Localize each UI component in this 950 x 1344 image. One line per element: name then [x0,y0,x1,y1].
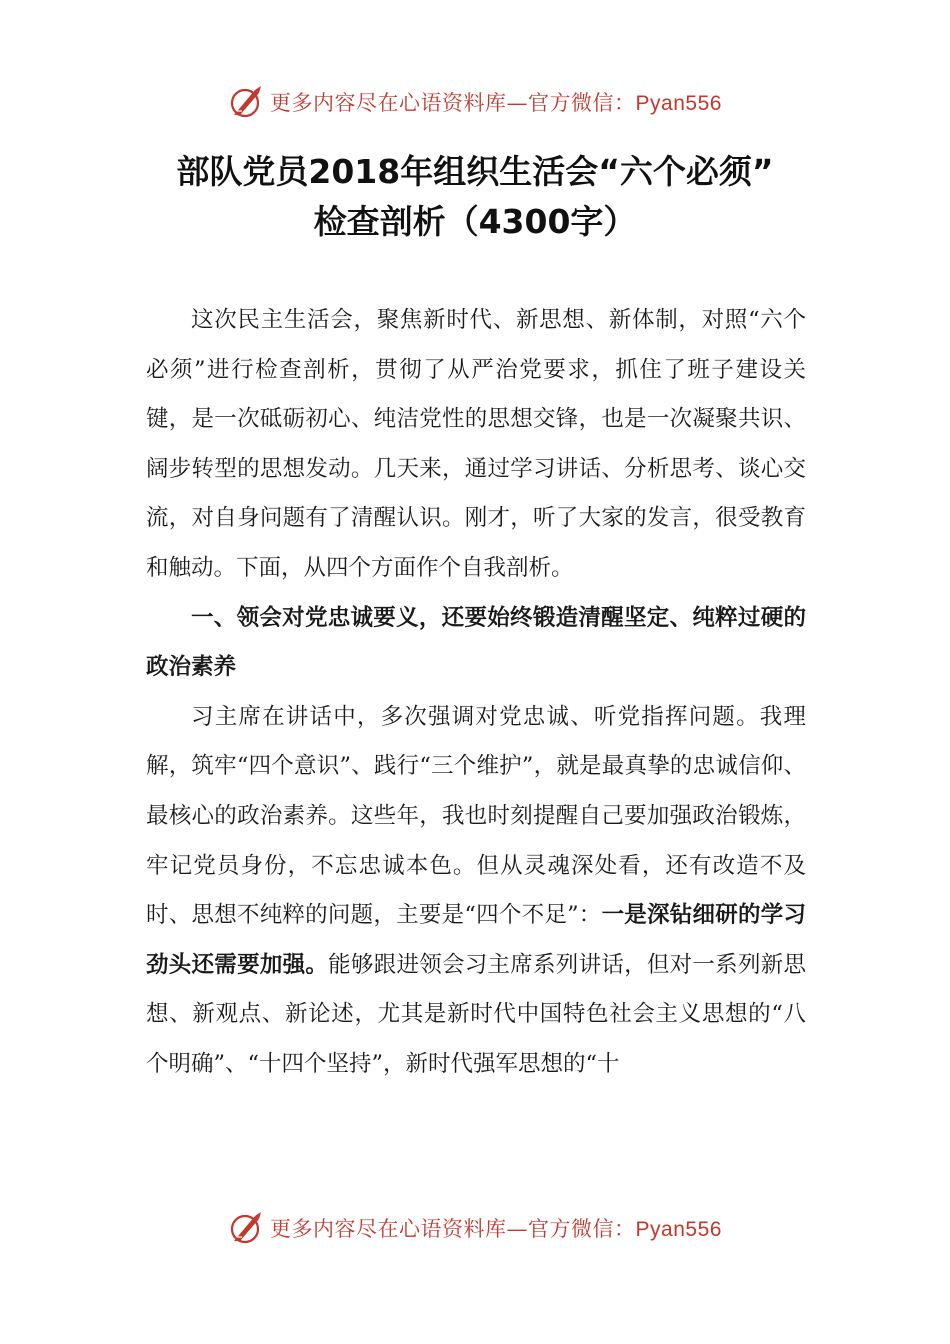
body-paragraph-2 [146,693,806,1090]
document-body [146,296,806,1090]
footer-banner [0,1208,950,1248]
page-title-line-1: 部队党员2018年组织生活会“六个必须” [176,152,774,191]
paragraph-2-bold-point: 一是深钻细研的学习劲头还需要加强。 [146,902,806,978]
footer-banner-wechat-id: Pyan556 [635,1218,722,1241]
section-heading-1: 一、领会对党忠诚要义，还要始终锻造清醒坚定、纯粹过硬的政治素养 [146,604,806,681]
quill-pen-logo-icon [228,1210,264,1246]
body-paragraph-intro: 这次民主生活会，聚焦新时代、新思想、新体制，对照“六个必须”进行检查剖析，贯彻了从严治党要求，抓住了班子建设关键，是一次砥砺初心、纯洁党性的思想交锋，也是一次凝聚共识、阔步转型的思想发动。几天来，通过学习讲话、分析思考、谈心交流，对自身问题有了清醒认识。刚才，听了大家的发言，很受教育和触动。下面，从四个方面作个自我剖析。 [146,307,806,581]
header-banner-wechat-id: Pyan556 [635,92,722,115]
header-banner-cn: 更多内容尽在心语资料库—官方微信： [270,91,636,115]
paragraph-2-text-rest: 能够跟进领会习主席系列讲话，但对一系列新思想、新观点、新论述，尤其是新时代中国特色社会主义思想的“八个明确”、“十四个坚持”，新时代强军思想的“十 [146,951,806,1077]
header-banner [0,82,950,122]
header-banner-text [270,87,722,117]
footer-banner-cn: 更多内容尽在心语资料库—官方微信： [270,1217,636,1241]
footer-banner-text [270,1213,722,1243]
page-title-line-2: 检查剖析（4300字） [313,202,637,241]
quill-pen-logo-icon [228,84,264,120]
paragraph-2-text-start: 习主席在讲话中，多次强调对党忠诚、听党指挥问题。我理解，筑牢“四个意识”、践行“三个维护”，就是最真挚的忠诚信仰、最核心的政治素养。这些年，我也时刻提醒自己要加强政治锻炼，牢记党员身份，不忘忠诚本色。但从灵魂深处看，还有改造不及时、思想不纯粹的问题，主要是“四个不足”： [146,703,806,929]
